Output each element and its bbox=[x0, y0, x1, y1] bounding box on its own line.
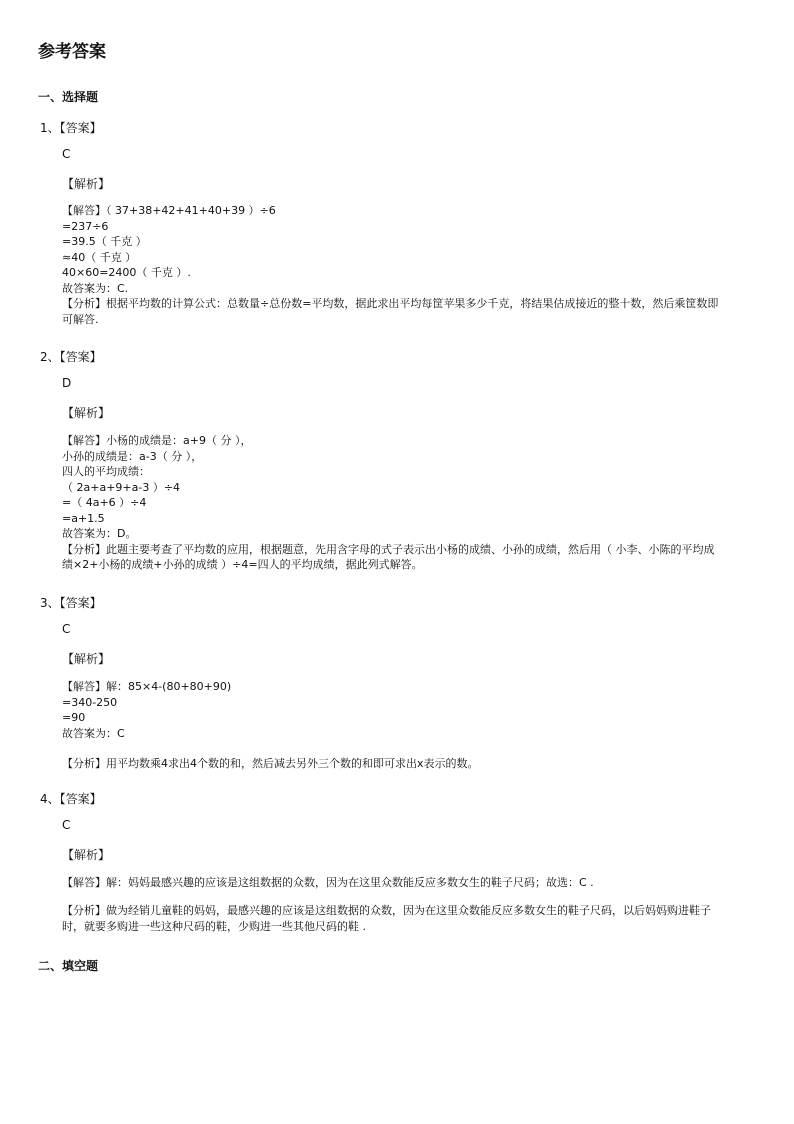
solution-line: 小孙的成绩是：a-3（ 分 ）， bbox=[62, 449, 203, 463]
page-title: 参考答案 bbox=[38, 42, 106, 62]
analysis-block bbox=[62, 756, 722, 772]
solution-line: ≈40（ 千克 ） bbox=[62, 250, 137, 264]
solution-line: 【解答】（ 37+38+42+41+40+39 ）÷6 bbox=[62, 204, 276, 217]
analysis-text: 【分析】根据平均数的计算公式：总数量÷总份数=平均数，据此求出平均每筐苹果多少千克，将结果估成接近的整十数，然后乘筐数即可解答. bbox=[62, 297, 719, 326]
analysis-label: 【解析】 bbox=[62, 406, 111, 420]
answer-value: C bbox=[62, 818, 71, 832]
analysis-label: 【解析】 bbox=[62, 177, 111, 191]
solution-line: =39.5（ 千克 ） bbox=[62, 235, 147, 248]
section-heading-choice: 一、选择题 bbox=[38, 90, 99, 104]
answer-label: 【答案】 bbox=[59, 792, 102, 806]
answer-value: D bbox=[62, 376, 72, 390]
solution-line: 40×60=2400（ 千克 ）. bbox=[62, 266, 191, 279]
solution-block bbox=[62, 875, 722, 891]
answer-value: C bbox=[62, 622, 71, 636]
answer-label: 【答案】 bbox=[59, 350, 102, 364]
solution-line: 故答案为：C bbox=[62, 726, 125, 740]
section-heading-fill: 二、填空题 bbox=[38, 959, 99, 973]
solution-line: 故答案为：D。 bbox=[62, 527, 137, 540]
solution-line: （ 2a+a+9+a-3 ）÷4 bbox=[62, 480, 181, 494]
solution-line: 【解答】解：85×4-(80+80+90) bbox=[62, 680, 232, 693]
analysis-label: 【解析】 bbox=[62, 848, 111, 862]
solution-line: =90 bbox=[62, 711, 86, 724]
question-number: 4、 bbox=[40, 792, 60, 806]
solution-line: 【解答】解：妈妈最感兴趣的应该是这组数据的众数，因为在这里众数能反应多数女生的鞋子尺码；故选：C . bbox=[62, 876, 594, 889]
solution-line: =237÷6 bbox=[62, 219, 109, 233]
question-number: 3、 bbox=[40, 596, 60, 610]
analysis-text: 【分析】此题主要考查了平均数的应用，根据题意，先用含字母的式子表示出小杨的成绩、小孙的成绩，然后用（ 小李、小陈的平均成绩×2+小杨的成绩+小孙的成绩 ）÷4=四人的平均成绩，据此列式解答。 bbox=[62, 542, 715, 571]
solution-block bbox=[62, 679, 722, 741]
solution-line: =a+1.5 bbox=[62, 511, 105, 525]
question-number: 1、 bbox=[40, 121, 60, 135]
solution-line: =340-250 bbox=[62, 695, 118, 709]
analysis-text: 【分析】做为经销儿童鞋的妈妈，最感兴趣的应该是这组数据的众数，因为在这里众数能反应多数女生的鞋子尺码，以后妈妈购进鞋子时，就要多购进一些这种尺码的鞋，少购进一些其他尺码的鞋 . bbox=[62, 904, 711, 933]
answer-label: 【答案】 bbox=[59, 596, 102, 610]
answer-label: 【答案】 bbox=[59, 121, 102, 135]
answer-value: C bbox=[62, 147, 71, 161]
solution-line: 四人的平均成绩： bbox=[62, 465, 150, 478]
analysis-block bbox=[62, 903, 722, 934]
solution-line: 故答案为：C. bbox=[62, 281, 129, 295]
analysis-label: 【解析】 bbox=[62, 652, 111, 666]
question-number: 2、 bbox=[40, 350, 60, 364]
solution-line: =（ 4a+6 ）÷4 bbox=[62, 496, 147, 509]
solution-line: 【解答】小杨的成绩是：a+9（ 分 ）， bbox=[62, 434, 252, 447]
solution-block bbox=[62, 433, 722, 573]
analysis-text: 【分析】用平均数乘4求出4个数的和，然后减去另外三个数的和即可求出x表示的数。 bbox=[62, 757, 479, 770]
solution-block bbox=[62, 203, 722, 327]
